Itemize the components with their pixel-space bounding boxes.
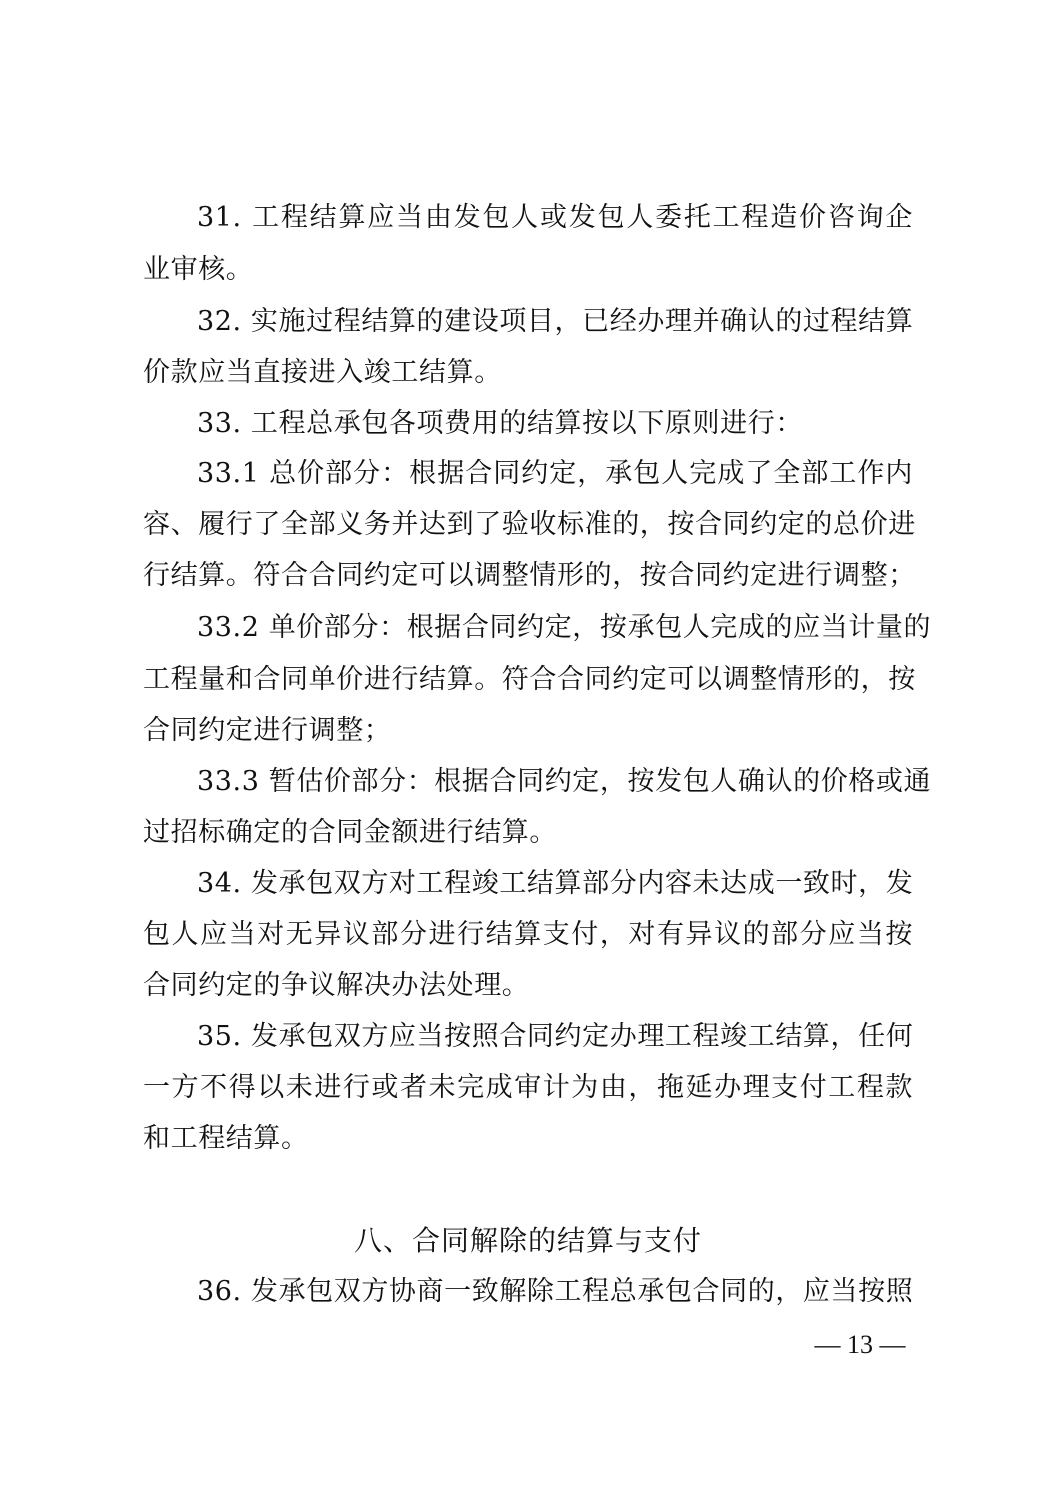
paragraph-36-line-1: 36. 发承包双方协商一致解除工程总承包合同的，应当按照 [197, 1276, 914, 1307]
paragraph-35-line-2: 一方不得以未进行或者未完成审计为由，拖延办理支付工程款 [143, 1072, 913, 1103]
paragraph-34-line-2: 包人应当对无异议部分进行结算支付，对有异议的部分应当按 [143, 919, 913, 950]
paragraph-33-2-line-1: 33.2 单价部分：根据合同约定，按承包人完成的应当计量的 [197, 612, 932, 643]
paragraph-31-line-2: 业审核。 [143, 254, 254, 285]
paragraph-33-1-line-1: 33.1 总价部分：根据合同约定，承包人完成了全部工作内 [197, 458, 913, 489]
paragraph-33-3-line-2: 过招标确定的合同金额进行结算。 [143, 817, 557, 848]
paragraph-33-1-line-3: 行结算。符合合同约定可以调整情形的，按合同约定进行调整； [143, 560, 916, 591]
paragraph-34-line-3: 合同约定的争议解决办法处理。 [143, 970, 530, 1001]
paragraph-32-line-2: 价款应当直接进入竣工结算。 [143, 357, 502, 388]
section-heading: 八、合同解除的结算与支付 [353, 1224, 702, 1257]
paragraph-33-1-line-2: 容、履行了全部义务并达到了验收标准的，按合同约定的总价进 [143, 509, 916, 540]
paragraph-35-line-1: 35. 发承包双方应当按照合同约定办理工程竣工结算，任何 [197, 1021, 914, 1052]
paragraph-33-2-line-3: 合同约定进行调整； [143, 715, 392, 746]
paragraph-33-line-1: 33. 工程总承包各项费用的结算按以下原则进行： [197, 408, 803, 439]
paragraph-31-line-1: 31. 工程结算应当由发包人或发包人委托工程造价咨询企 [197, 202, 913, 233]
paragraph-35-line-3: 和工程结算。 [143, 1123, 309, 1154]
paragraph-32-line-1: 32. 实施过程结算的建设项目，已经办理并确认的过程结算 [197, 306, 914, 337]
page-number: — 13 — [814, 1330, 906, 1359]
paragraph-34-line-1: 34. 发承包双方对工程竣工结算部分内容未达成一致时，发 [197, 868, 914, 899]
paragraph-33-3-line-1: 33.3 暂估价部分：根据合同约定，按发包人确认的价格或通 [197, 766, 932, 797]
paragraph-33-2-line-2: 工程量和合同单价进行结算。符合合同约定可以调整情形的，按 [143, 664, 916, 695]
